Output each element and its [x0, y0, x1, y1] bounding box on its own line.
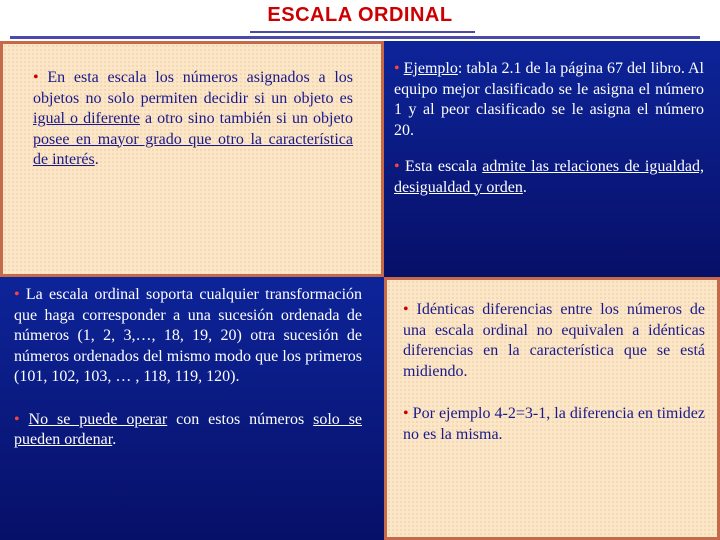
panel-top-left: [0, 41, 384, 277]
underlined-span: admite las relaciones de igualdad, desigualdad y orden: [394, 158, 704, 196]
panel-top-left-text: [33, 68, 353, 171]
text-span: .: [522, 178, 527, 196]
bullet: •: [394, 60, 400, 77]
panel-bottom-right-text-1: [403, 300, 705, 382]
spacer: [14, 388, 362, 410]
underlined-span: posee en mayor grado que otro la característica de interés: [33, 130, 353, 168]
bullet: •: [403, 405, 409, 422]
text-span: Esta escala: [404, 158, 483, 175]
underlined-span: igual o diferente: [33, 110, 140, 127]
panel-top-right-text-2: [394, 157, 704, 198]
text-span: Por ejemplo 4-2=3-1, la diferencia en timidez no es la misma.: [403, 405, 706, 443]
panel-top-right-text-1: [394, 59, 704, 141]
text-span: .: [94, 151, 99, 168]
underlined-span: solo se pueden ordenar: [14, 410, 363, 448]
text-span: .: [112, 431, 117, 448]
underlined-span: Ejemplo: [403, 60, 458, 77]
text-span: : tabla 2.1 de la página 67 del libro. Al equipo mejor clasificado se le asigna el número 1 y al peor clasificado se le asigna el número 20.: [394, 60, 705, 139]
bullet: •: [394, 158, 400, 175]
panel-bottom-right: [384, 277, 720, 540]
underlined-span: No se puede operar: [28, 410, 168, 428]
bullet: •: [33, 69, 39, 86]
panel-bottom-left-text-1: [14, 285, 362, 388]
text-span: con estos números: [167, 410, 314, 428]
panel-bottom-right-text-2: [403, 404, 705, 445]
panel-bottom-left: [0, 277, 384, 540]
text-span: La escala ordinal soporta cualquier transformación que haga corresponder a una sucesión ordenada de números (1, 2, 3,…, 18, 19, 20) otra sucesión de números ordenados del mismo modo que los primeros (101, 102, 103, … , 118, 119, 120).: [14, 286, 363, 385]
title-underline: [250, 31, 475, 33]
bullet: •: [403, 301, 409, 318]
panel-top-right: [384, 41, 720, 277]
text-span: Idénticas diferencias entre los números de una escala ordinal no equivalen a idénticas diferencias en la característica que se está midiendo.: [403, 301, 706, 380]
text-span: En esta escala los números asignados a los objetos no solo permiten decidir si un objeto es: [33, 69, 354, 107]
page-title: ESCALA ORDINAL: [267, 4, 453, 26]
spacer: [394, 141, 704, 157]
panel-bottom-left-text-2: [14, 410, 362, 451]
bullet: •: [14, 410, 20, 428]
bullet: •: [14, 286, 20, 303]
spacer: [403, 382, 705, 404]
header-divider: [10, 36, 700, 39]
text-span: a otro sino también si un objeto: [139, 110, 354, 127]
